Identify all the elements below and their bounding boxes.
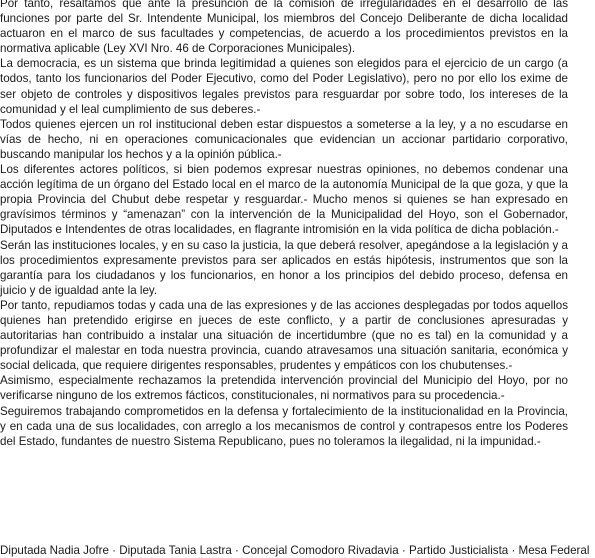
paragraph: Por tanto, repudiamos todas y cada una de las expresiones y de las acciones desplegadas por todos aquellos quienes han pretendido erigirse en jueces de este conflicto, y a partir de conclusiones apresuradas y autoritarias han contribuido a instalar una situación de incertidumbre (que no es tal) en la comunidad y a profundizar el malestar en toda nuestra provincia, cuando atravesamos una situación sanitaria, económica y social delicada, que requiere dirigentes responsables, prudentes y empáticos con los chubutenses.- — [0, 298, 568, 373]
paragraph: Los diferentes actores políticos, si bien podemos expresar nuestras opiniones, no debemos condenar una acción legítima de un órgano del Estado local en el marco de la autonomía Municipal de la que goza, y que la propia Provincia del Chubut debe respetar y resguardar.- Mucho menos si quienes se han expresado en gravísimos términos y “amenazan” con la intervención de la Municipalidad del Hoyo, son el Gobernador, Diputados e Intendentes de otras localidades, en flagrante intromisión en la vida política de dicha población.- — [0, 163, 568, 237]
paragraph: Asimismo, especialmente rechazamos la pretendida intervención provincial del Municipio del Hoyo, por no verificarse ninguno de los extremos fácticos, constitucionales, ni normativos para su procedencia.- — [0, 374, 568, 403]
paragraph: Por tanto, resaltamos que ante la presunción de la comisión de irregularidades en el desarrollo de las funciones por parte del Sr. Intendente Municipal, los miembros del Concejo Deliberante de dicha localidad actuaron en el marco de sus facultades y competencias, de acuerdo a los procedimientos previstos en la normativa aplicable (Ley XVI Nro. 46 de Corporaciones Municipales). — [0, 0, 568, 56]
signatures-footer: Diputada Nadia Jofre · Diputada Tania Lastra · Concejal Comodoro Rivadavia · Partido Justicialista · Mesa Federal — [0, 544, 590, 557]
paragraph: La democracia, es un sistema que brinda legitimidad a quienes son elegidos para el ejercicio de un cargo (a todos, tanto los funcionarios del Poder Ejecutivo, como del Poder Legislativo), pero no por ello los exime de ser objeto de controles y dispositivos legales previstos para resguardar por sobre todo, los intereses de la comunidad y el leal cumplimiento de sus deberes.- — [0, 57, 568, 116]
paragraph: Seguiremos trabajando comprometidos en la defensa y fortalecimiento de la institucionalidad en la Provincia, y en cada una de sus localidades, con arreglo a los mecanismos de control y contrapesos entre los Poderes del Estado, fundantes de nuestro Sistema Republicano, pues no toleramos la ilegalidad, ni la impunidad.- — [0, 404, 568, 448]
paragraph: Todos quienes ejercen un rol institucional deben estar dispuestos a someterse a la ley, y a no escudarse en vías de hecho, ni en operaciones comunicacionales que evidencian un accionar partidario corporativo, buscando manipular los hechos y a la opinión pública.- — [0, 117, 568, 161]
paragraph: Serán las instituciones locales, y en su caso la justicia, la que deberá resolver, apegándose a la legislación y a los procedimientos expresamente previstos para ser aplicados en estás hipótesis, instrumentos que son la garantía para los ciudadanos y los funcionarios, en honor a los principios del debido proceso, defensa en juicio y de igualdad ante la ley. — [0, 238, 568, 297]
